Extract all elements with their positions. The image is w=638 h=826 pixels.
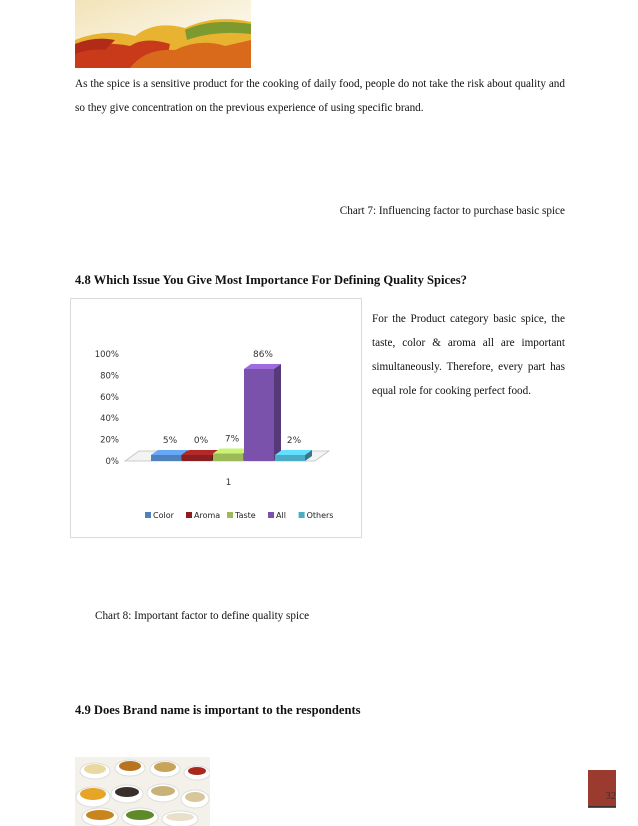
data-label-all: 86%: [252, 349, 274, 360]
bar-front-others: [275, 455, 305, 461]
quality-factor-chart: [70, 298, 362, 538]
data-label-taste: 7%: [224, 434, 240, 445]
page-number-badge: [588, 770, 616, 808]
data-label-color: 5%: [162, 436, 178, 446]
category-label: 1: [225, 478, 232, 488]
legend-label-others: Others: [306, 511, 334, 520]
y-tick-label: 60%: [100, 392, 119, 403]
y-tick-label: 100%: [94, 350, 119, 360]
bar-front-all: [244, 369, 274, 461]
intro-paragraph: As the spice is a sensitive product for the cooking of daily food, people do not take the risk about quality and so they give concentration on the previous experience of using specific brand.: [75, 78, 565, 114]
legend-label-color: Color: [153, 511, 174, 520]
spice-bowls-image: [75, 757, 210, 826]
legend-swatch-all: [268, 512, 274, 518]
chart-canvas: [71, 299, 361, 537]
y-tick-label: 0%: [105, 457, 119, 467]
bar-front-aroma: [182, 455, 212, 461]
chart-8-caption: Chart 8: Important factor to define quality spice: [95, 610, 310, 622]
bar-front-color: [151, 455, 181, 461]
section-4-9-heading: 4.9 Does Brand name is important to the respondents: [75, 703, 361, 717]
legend-label-taste: Taste: [235, 511, 256, 520]
bar-front-taste: [213, 454, 243, 461]
section-4-8-text: For the Product category basic spice, the taste, color & aroma all are important simultaneously. Therefore, every part has equal role for cooking perfect food.: [372, 313, 565, 397]
bar-side-all: [274, 364, 281, 461]
legend-swatch-taste: [227, 512, 233, 518]
y-tick-label: 80%: [100, 371, 119, 382]
data-label-others: 2%: [286, 436, 302, 446]
legend-label-all: All: [276, 511, 286, 520]
page-number: 32: [605, 791, 616, 802]
data-label-aroma: 0%: [193, 436, 209, 446]
legend-swatch-color: [145, 512, 151, 518]
y-tick-label: 40%: [100, 414, 119, 425]
page-number-underline: [588, 806, 616, 807]
legend-swatch-others: [299, 512, 305, 518]
section-4-8-heading: 4.8 Which Issue You Give Most Importance For Defining Quality Spices?: [75, 273, 467, 287]
chart-7-caption: Chart 7: Influencing factor to purchase basic spice: [339, 205, 565, 217]
legend-swatch-aroma: [186, 512, 192, 518]
legend-label-aroma: Aroma: [194, 511, 221, 520]
spice-powder-banner-image: [75, 0, 251, 68]
y-tick-label: 20%: [100, 435, 119, 446]
